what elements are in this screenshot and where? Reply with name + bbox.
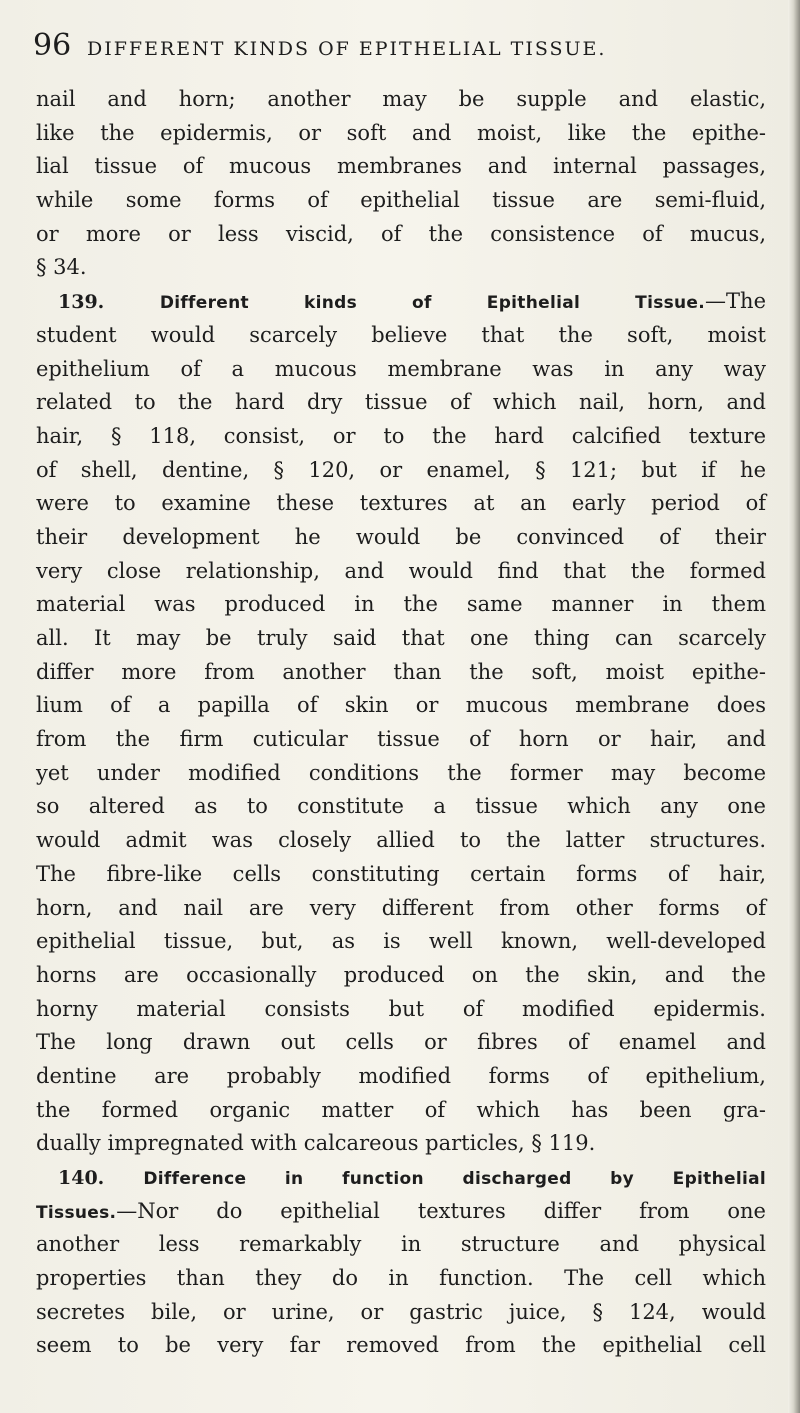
text-line: epithelium of a mucous membrane was in any way	[36, 356, 766, 381]
text-line: another less remarkably in structure and physical	[36, 1232, 766, 1257]
text-line: from the firm cuticular tissue of horn or hair, and	[36, 727, 766, 752]
text-line: hair, § 118, consist, or to the hard calcified texture	[36, 423, 766, 448]
text-line: horny material consists but of modified epidermis.	[36, 996, 766, 1021]
text-line: all. It may be truly said that one thing can scarcely	[36, 626, 766, 650]
section-140-heading-line	[36, 1161, 766, 1195]
text-line: their development he would be convinced of their	[36, 524, 766, 549]
text-line: related to the hard dry tissue of which nail, horn, and	[36, 390, 766, 415]
section-number: 140.	[58, 1167, 105, 1189]
text-line: or more or less viscid, of the consistence of mucus,	[36, 221, 766, 246]
text-line: the formed organic matter of which has been gra-	[36, 1097, 766, 1122]
text-line: lium of a papilla of skin or mucous membrane does	[36, 693, 766, 718]
running-title: DIFFERENT KINDS OF EPITHELIAL TISSUE.	[87, 38, 607, 60]
text-line: differ more from another than the soft, moist epithe-	[36, 659, 766, 684]
text-line: yet under modified conditions the former may become	[36, 760, 766, 785]
text-line: The long drawn out cells or fibres of enamel and	[36, 1030, 766, 1055]
text-line: horn, and nail are very different from other forms of	[36, 895, 766, 920]
running-head	[33, 28, 773, 68]
text-line: epithelial tissue, but, as is well known, well-developed	[36, 929, 766, 954]
text-line: while some forms of epithelial tissue are semi-fluid,	[36, 188, 766, 213]
page-number: 96	[33, 28, 72, 63]
section-number: 139.	[58, 291, 105, 314]
text-line: very close relationship, and would find that the formed	[36, 558, 766, 583]
text-line: secretes bile, or urine, or gastric juice, § 124, would	[36, 1299, 766, 1324]
text-line: of shell, dentine, § 120, or enamel, § 121; but if he	[36, 457, 766, 482]
section-140-second-line	[36, 1195, 766, 1229]
text-line: would admit was closely allied to the latter structures.	[36, 828, 766, 853]
text-line: dentine are probably modified forms of epithelium,	[36, 1063, 766, 1088]
text-line: so altered as to constitute a tissue which any one	[36, 794, 766, 819]
text-line: material was produced in the same manner in them	[36, 592, 766, 617]
text-run: —The	[705, 289, 766, 314]
text-line: were to examine these textures at an early period of	[36, 491, 766, 516]
text-run: —Nor do epithelial textures differ from one	[116, 1198, 766, 1223]
text-line: lial tissue of mucous membranes and internal passages,	[36, 154, 766, 179]
section-title: Different kinds of Epithelial Tissue.	[159, 293, 706, 314]
text-line: properties than they do in function. The cell which	[36, 1266, 766, 1291]
text-line: § 34.	[36, 255, 87, 280]
text-line: like the epidermis, or soft and moist, like the epithe-	[36, 120, 766, 145]
text-line: nail and horn; another may be supple and elastic,	[36, 87, 766, 111]
section-139-heading-line	[36, 285, 766, 319]
text-line: seem to be very far removed from the epithelial cell	[36, 1333, 766, 1358]
page-binding-edge	[788, 0, 800, 1413]
text-line: student would scarcely believe that the soft, moist	[36, 322, 766, 347]
text-line: dually impregnated with calcareous particles, § 119.	[36, 1131, 596, 1156]
body-text	[36, 83, 766, 1363]
section-title: Difference in function discharged by Epithelial	[143, 1169, 766, 1189]
text-line: The fibre-like cells constituting certain forms of hair,	[36, 861, 766, 886]
text-line: horns are occasionally produced on the skin, and the	[36, 962, 766, 987]
section-title-continued: Tissues.	[36, 1202, 117, 1223]
